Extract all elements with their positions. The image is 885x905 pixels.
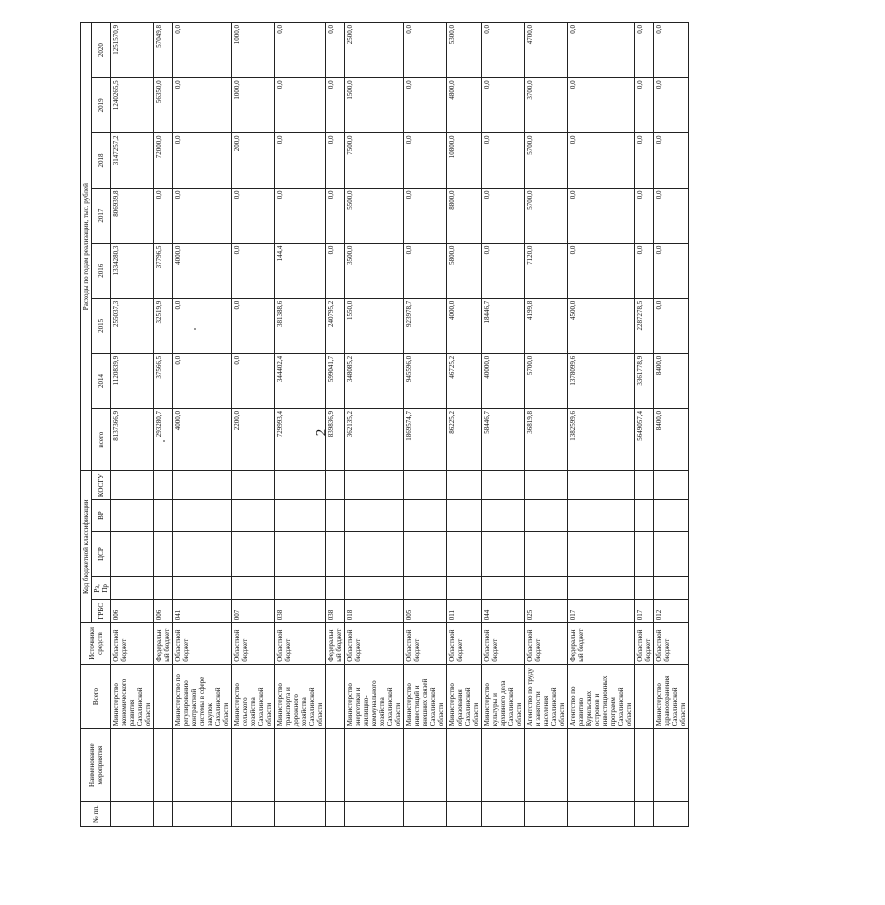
- cell-value: 1240265,5: [111, 78, 154, 133]
- cell-num: [111, 802, 154, 827]
- cell-grbs: 025: [525, 600, 568, 623]
- table-row: [404, 23, 447, 827]
- cell-grbs: 012: [654, 600, 689, 623]
- cell-value: 1382599,6: [568, 408, 635, 470]
- header-kbk-grbs: ГРБС: [92, 600, 111, 623]
- cell-value: 0,0: [404, 23, 447, 78]
- cell-value: 344402,4: [275, 353, 326, 408]
- cell-vr: [173, 500, 232, 531]
- cell-source: Областной бюджет: [173, 623, 232, 665]
- cell-rzpr: [111, 577, 154, 600]
- cell-csr: [232, 531, 275, 577]
- cell-value: 0,0: [275, 188, 326, 243]
- cell-csr: [111, 531, 154, 577]
- cell-value: 729993,4: [275, 408, 326, 470]
- cell-value: 0,0: [173, 298, 232, 353]
- cell-value: 0,0: [326, 243, 345, 298]
- header-kbk-rzpr: Рз, Пр: [92, 577, 111, 600]
- cell-value: 4000,0: [173, 408, 232, 470]
- cell-value: 3500,0: [345, 243, 404, 298]
- cell-org: Министерство по регулированию контрактной системы в сфере закупок Сахалинской области: [173, 664, 232, 728]
- cell-vr: [326, 500, 345, 531]
- cell-value: 5700,0: [525, 188, 568, 243]
- cell-kosgu: [568, 471, 635, 500]
- cell-source: Областной бюджет: [345, 623, 404, 665]
- cell-value: 37566,5: [154, 353, 173, 408]
- header-col-2019: 2019: [92, 78, 111, 133]
- cell-kosgu: [173, 471, 232, 500]
- cell-value: 7500,0: [345, 133, 404, 188]
- cell-num: [525, 802, 568, 827]
- cell-rzpr: [173, 577, 232, 600]
- cell-num: [154, 802, 173, 827]
- cell-value: 5649057,4: [635, 408, 654, 470]
- table-row: [345, 23, 404, 827]
- header-name: Наименование мероприятия: [81, 729, 111, 802]
- header-col-total: всего: [92, 408, 111, 470]
- cell-grbs: 017: [568, 600, 635, 623]
- cell-rzpr: [568, 577, 635, 600]
- cell-vr: [345, 500, 404, 531]
- cell-vr: [275, 500, 326, 531]
- cell-value: 0,0: [404, 133, 447, 188]
- cell-value: 3147257,2: [111, 133, 154, 188]
- cell-source: Областной бюджет: [111, 623, 154, 665]
- cell-source: Федеральный бюджет: [154, 623, 173, 665]
- table-row: [154, 23, 173, 827]
- cell-vr: [568, 500, 635, 531]
- cell-vr: [654, 500, 689, 531]
- cell-name: [447, 729, 482, 802]
- cell-rzpr: [525, 577, 568, 600]
- header-row-1: [81, 23, 92, 827]
- table-row: [447, 23, 482, 827]
- cell-value: 1550,0: [345, 298, 404, 353]
- cell-value: 0,0: [654, 23, 689, 78]
- table-row: [482, 23, 525, 827]
- cell-value: 0,0: [654, 133, 689, 188]
- cell-value: 4199,8: [525, 298, 568, 353]
- cell-value: 10800,0: [447, 133, 482, 188]
- cell-value: 18446,7: [482, 298, 525, 353]
- rotated-content: [80, 22, 687, 827]
- cell-value: 36819,8: [525, 408, 568, 470]
- cell-vr: [525, 500, 568, 531]
- cell-rzpr: [482, 577, 525, 600]
- cell-grbs: 011: [447, 600, 482, 623]
- cell-csr: [345, 531, 404, 577]
- cell-value: 293280,7: [154, 408, 173, 470]
- cell-value: 0,0: [173, 353, 232, 408]
- cell-vr: [111, 500, 154, 531]
- cell-vr: [635, 500, 654, 531]
- cell-value: 58446,7: [482, 408, 525, 470]
- cell-value: 2200,0: [232, 408, 275, 470]
- cell-value: 0,0: [482, 78, 525, 133]
- table-row: [275, 23, 326, 827]
- cell-value: 4700,0: [525, 23, 568, 78]
- cell-rzpr: [654, 577, 689, 600]
- header-kbk-csr: ЦСР: [92, 531, 111, 577]
- cell-value: 8800,0: [447, 188, 482, 243]
- cell-grbs: 007: [232, 600, 275, 623]
- cell-value: 945596,0: [404, 353, 447, 408]
- cell-num: [404, 802, 447, 827]
- cell-kosgu: [635, 471, 654, 500]
- table-row: [173, 23, 232, 827]
- cell-value: 1120839,9: [111, 353, 154, 408]
- cell-vr: [482, 500, 525, 531]
- cell-value: 0,0: [635, 188, 654, 243]
- cell-source: Областной бюджет: [232, 623, 275, 665]
- cell-rzpr: [447, 577, 482, 600]
- cell-value: 0,0: [635, 243, 654, 298]
- cell-org: Министерство транспорта и дорожного хозяйства Сахалинской области: [275, 664, 326, 728]
- cell-source: Областной бюджет: [482, 623, 525, 665]
- cell-value: 0,0: [232, 298, 275, 353]
- cell-value: 0,0: [275, 133, 326, 188]
- cell-kosgu: [447, 471, 482, 500]
- cell-kosgu: [111, 471, 154, 500]
- cell-value: 0,0: [654, 243, 689, 298]
- cell-num: [447, 802, 482, 827]
- cell-value: 0,0: [173, 23, 232, 78]
- table-row: [232, 23, 275, 827]
- cell-vr: [232, 500, 275, 531]
- header-col-2014: 2014: [92, 353, 111, 408]
- cell-name: [654, 729, 689, 802]
- cell-grbs: 038: [326, 600, 345, 623]
- cell-org: Министерство здравоохранения Сахалинской области: [654, 664, 689, 728]
- cell-csr: [525, 531, 568, 577]
- cell-org: Министерство экономического развития Сахалинской области: [111, 664, 154, 728]
- cell-value: 0,0: [635, 23, 654, 78]
- cell-value: 5300,0: [447, 23, 482, 78]
- cell-org: Агентство по труду и занятости населения Сахалинской области: [525, 664, 568, 728]
- cell-value: 0,0: [232, 243, 275, 298]
- cell-value: 255037,3: [111, 298, 154, 353]
- cell-org: Министерство культуры и архивного дела Сахалинской области: [482, 664, 525, 728]
- cell-value: 0,0: [654, 298, 689, 353]
- cell-value: 0,0: [173, 78, 232, 133]
- cell-value: 0,0: [326, 23, 345, 78]
- table-row: [654, 23, 689, 827]
- cell-value: 32519,9: [154, 298, 173, 353]
- cell-value: 0,0: [654, 78, 689, 133]
- cell-value: 2287278,5: [635, 298, 654, 353]
- cell-value: 200,0: [232, 133, 275, 188]
- cell-vr: [154, 500, 173, 531]
- cell-kosgu: [232, 471, 275, 500]
- cell-value: 0,0: [635, 78, 654, 133]
- cell-num: [568, 802, 635, 827]
- cell-source: Областной бюджет: [275, 623, 326, 665]
- cell-grbs: 017: [635, 600, 654, 623]
- cell-kosgu: [326, 471, 345, 500]
- header-total: Всего: [81, 664, 111, 728]
- cell-value: 7120,0: [525, 243, 568, 298]
- header-kbk-kosgu: КОСГУ: [92, 471, 111, 500]
- cell-csr: [154, 531, 173, 577]
- cell-kosgu: [482, 471, 525, 500]
- cell-kosgu: [525, 471, 568, 500]
- cell-source: Федеральный бюджет: [568, 623, 635, 665]
- cell-num: [232, 802, 275, 827]
- table-body: [111, 23, 689, 827]
- cell-kosgu: [404, 471, 447, 500]
- cell-value: 0,0: [568, 243, 635, 298]
- cell-value: 3361778,9: [635, 353, 654, 408]
- cell-value: 0,0: [568, 133, 635, 188]
- cell-value: 8137366,9: [111, 408, 154, 470]
- cell-num: [275, 802, 326, 827]
- cell-value: 599041,7: [326, 353, 345, 408]
- cell-value: 0,0: [326, 133, 345, 188]
- cell-value: 2500,0: [345, 23, 404, 78]
- cell-kosgu: [345, 471, 404, 500]
- cell-value: 5500,0: [345, 188, 404, 243]
- cell-value: 4800,0: [447, 78, 482, 133]
- cell-value: 3700,0: [525, 78, 568, 133]
- cell-grbs: 044: [482, 600, 525, 623]
- cell-rzpr: [345, 577, 404, 600]
- cell-value: 0,0: [482, 23, 525, 78]
- cell-rzpr: [232, 577, 275, 600]
- cell-grbs: 041: [173, 600, 232, 623]
- header-kbk-vr: ВР: [92, 500, 111, 531]
- cell-org: [635, 664, 654, 728]
- cell-csr: [654, 531, 689, 577]
- table-row: [635, 23, 654, 827]
- cell-csr: [173, 531, 232, 577]
- cell-name: [568, 729, 635, 802]
- cell-value: 0,0: [654, 188, 689, 243]
- cell-value: 0,0: [326, 78, 345, 133]
- cell-num: [173, 802, 232, 827]
- header-col-2016: 2016: [92, 243, 111, 298]
- cell-value: 0,0: [482, 243, 525, 298]
- cell-value: 0,0: [635, 133, 654, 188]
- cell-source: Федеральный бюджет: [326, 623, 345, 665]
- cell-grbs: 006: [111, 600, 154, 623]
- cell-value: 0,0: [568, 188, 635, 243]
- cell-kosgu: [654, 471, 689, 500]
- cell-name: [404, 729, 447, 802]
- cell-value: 0,0: [404, 188, 447, 243]
- header-source: Источники средств: [81, 623, 111, 665]
- cell-vr: [404, 500, 447, 531]
- cell-value: 923978,7: [404, 298, 447, 353]
- cell-csr: [635, 531, 654, 577]
- table-row: [111, 23, 154, 827]
- cell-org: Министерство образования Сахалинской области: [447, 664, 482, 728]
- cell-value: 144,4: [275, 243, 326, 298]
- cell-value: 381388,6: [275, 298, 326, 353]
- cell-csr: [447, 531, 482, 577]
- cell-name: [275, 729, 326, 802]
- cell-value: 72000,0: [154, 133, 173, 188]
- header-col-2015: 2015: [92, 298, 111, 353]
- cell-value: 0,0: [326, 188, 345, 243]
- header-num: № пп.: [81, 802, 111, 827]
- table-row: [525, 23, 568, 827]
- cell-rzpr: [635, 577, 654, 600]
- cell-grbs: 018: [345, 600, 404, 623]
- cell-csr: [482, 531, 525, 577]
- cell-value: 362135,2: [345, 408, 404, 470]
- header-col-2020: 2020: [92, 23, 111, 78]
- cell-num: [654, 802, 689, 827]
- cell-value: 1251570,9: [111, 23, 154, 78]
- cell-num: [345, 802, 404, 827]
- cell-value: 46725,2: [447, 353, 482, 408]
- cell-source: Областной бюджет: [525, 623, 568, 665]
- cell-value: 0,0: [482, 133, 525, 188]
- cell-value: 1000,0: [232, 78, 275, 133]
- cell-csr: [568, 531, 635, 577]
- cell-csr: [275, 531, 326, 577]
- cell-vr: [447, 500, 482, 531]
- cell-name: [345, 729, 404, 802]
- cell-value: 5700,0: [525, 353, 568, 408]
- cell-source: Областной бюджет: [404, 623, 447, 665]
- cell-org: Министерство сельского хозяйства Сахалинской области: [232, 664, 275, 728]
- cell-name: [635, 729, 654, 802]
- cell-name: [525, 729, 568, 802]
- cell-num: [326, 802, 345, 827]
- cell-org: [154, 664, 173, 728]
- cell-rzpr: [275, 577, 326, 600]
- cell-rzpr: [154, 577, 173, 600]
- cell-csr: [326, 531, 345, 577]
- cell-source: Областной бюджет: [654, 623, 689, 665]
- cell-org: [326, 664, 345, 728]
- cell-value: 1500,0: [345, 78, 404, 133]
- cell-value: 0,0: [568, 23, 635, 78]
- page-number: 2: [313, 428, 330, 437]
- table-row: [568, 23, 635, 827]
- cell-name: [173, 729, 232, 802]
- cell-value: 0,0: [173, 133, 232, 188]
- cell-num: [482, 802, 525, 827]
- cell-value: 0,0: [482, 188, 525, 243]
- cell-value: 0,0: [173, 188, 232, 243]
- cell-value: 806939,8: [111, 188, 154, 243]
- cell-name: [154, 729, 173, 802]
- cell-value: 8400,0: [654, 353, 689, 408]
- header-col-2017: 2017: [92, 188, 111, 243]
- cell-name: [482, 729, 525, 802]
- cell-value: 1378099,6: [568, 353, 635, 408]
- cell-grbs: 006: [154, 600, 173, 623]
- header-col-2018: 2018: [92, 133, 111, 188]
- cell-value: 1000,0: [232, 23, 275, 78]
- cell-value: 0,0: [404, 243, 447, 298]
- header-expenses-group: Расходы по годам реализации, тыс. рублей: [81, 23, 92, 471]
- cell-csr: [404, 531, 447, 577]
- budget-table: [80, 22, 689, 827]
- rotated-page: [80, 22, 885, 823]
- cell-name: [232, 729, 275, 802]
- header-kbk-group: Код бюджетной классификации: [81, 471, 92, 623]
- cell-value: 40000,0: [482, 353, 525, 408]
- cell-value: 0,0: [232, 188, 275, 243]
- cell-value: 57049,8: [154, 23, 173, 78]
- cell-value: 4000,0: [447, 298, 482, 353]
- cell-value: 0,0: [275, 78, 326, 133]
- cell-value: 5700,0: [525, 133, 568, 188]
- cell-value: 37796,5: [154, 243, 173, 298]
- cell-num: [635, 802, 654, 827]
- cell-grbs: 038: [275, 600, 326, 623]
- cell-grbs: 005: [404, 600, 447, 623]
- table-row: [326, 23, 345, 827]
- cell-value: 0,0: [404, 78, 447, 133]
- cell-value: 56350,0: [154, 78, 173, 133]
- cell-org: Министерство энергетики и жилищно-коммунального хозяйства Сахалинской области: [345, 664, 404, 728]
- cell-value: 0,0: [275, 23, 326, 78]
- cell-value: 0,0: [154, 188, 173, 243]
- cell-source: Областной бюджет: [635, 623, 654, 665]
- cell-kosgu: [275, 471, 326, 500]
- cell-value: 0,0: [232, 353, 275, 408]
- cell-value: 86225,2: [447, 408, 482, 470]
- cell-value: 5800,0: [447, 243, 482, 298]
- cell-name: [326, 729, 345, 802]
- cell-kosgu: [154, 471, 173, 500]
- cell-value: 4000,0: [173, 243, 232, 298]
- cell-value: 240795,2: [326, 298, 345, 353]
- cell-name: [111, 729, 154, 802]
- cell-rzpr: [404, 577, 447, 600]
- cell-rzpr: [326, 577, 345, 600]
- cell-org: Агентство по развитию Курильских островов и инвестиционных программ Сахалинской области: [568, 664, 635, 728]
- cell-value: 8400,0: [654, 408, 689, 470]
- cell-value: 1869574,7: [404, 408, 447, 470]
- cell-value: 1334280,3: [111, 243, 154, 298]
- cell-org: Министерство инвестиций и внешних связей Сахалинской области: [404, 664, 447, 728]
- cell-value: 4500,0: [568, 298, 635, 353]
- cell-value: 348085,2: [345, 353, 404, 408]
- cell-value: 839836,9: [326, 408, 345, 470]
- cell-value: 0,0: [568, 78, 635, 133]
- cell-source: Областной бюджет: [447, 623, 482, 665]
